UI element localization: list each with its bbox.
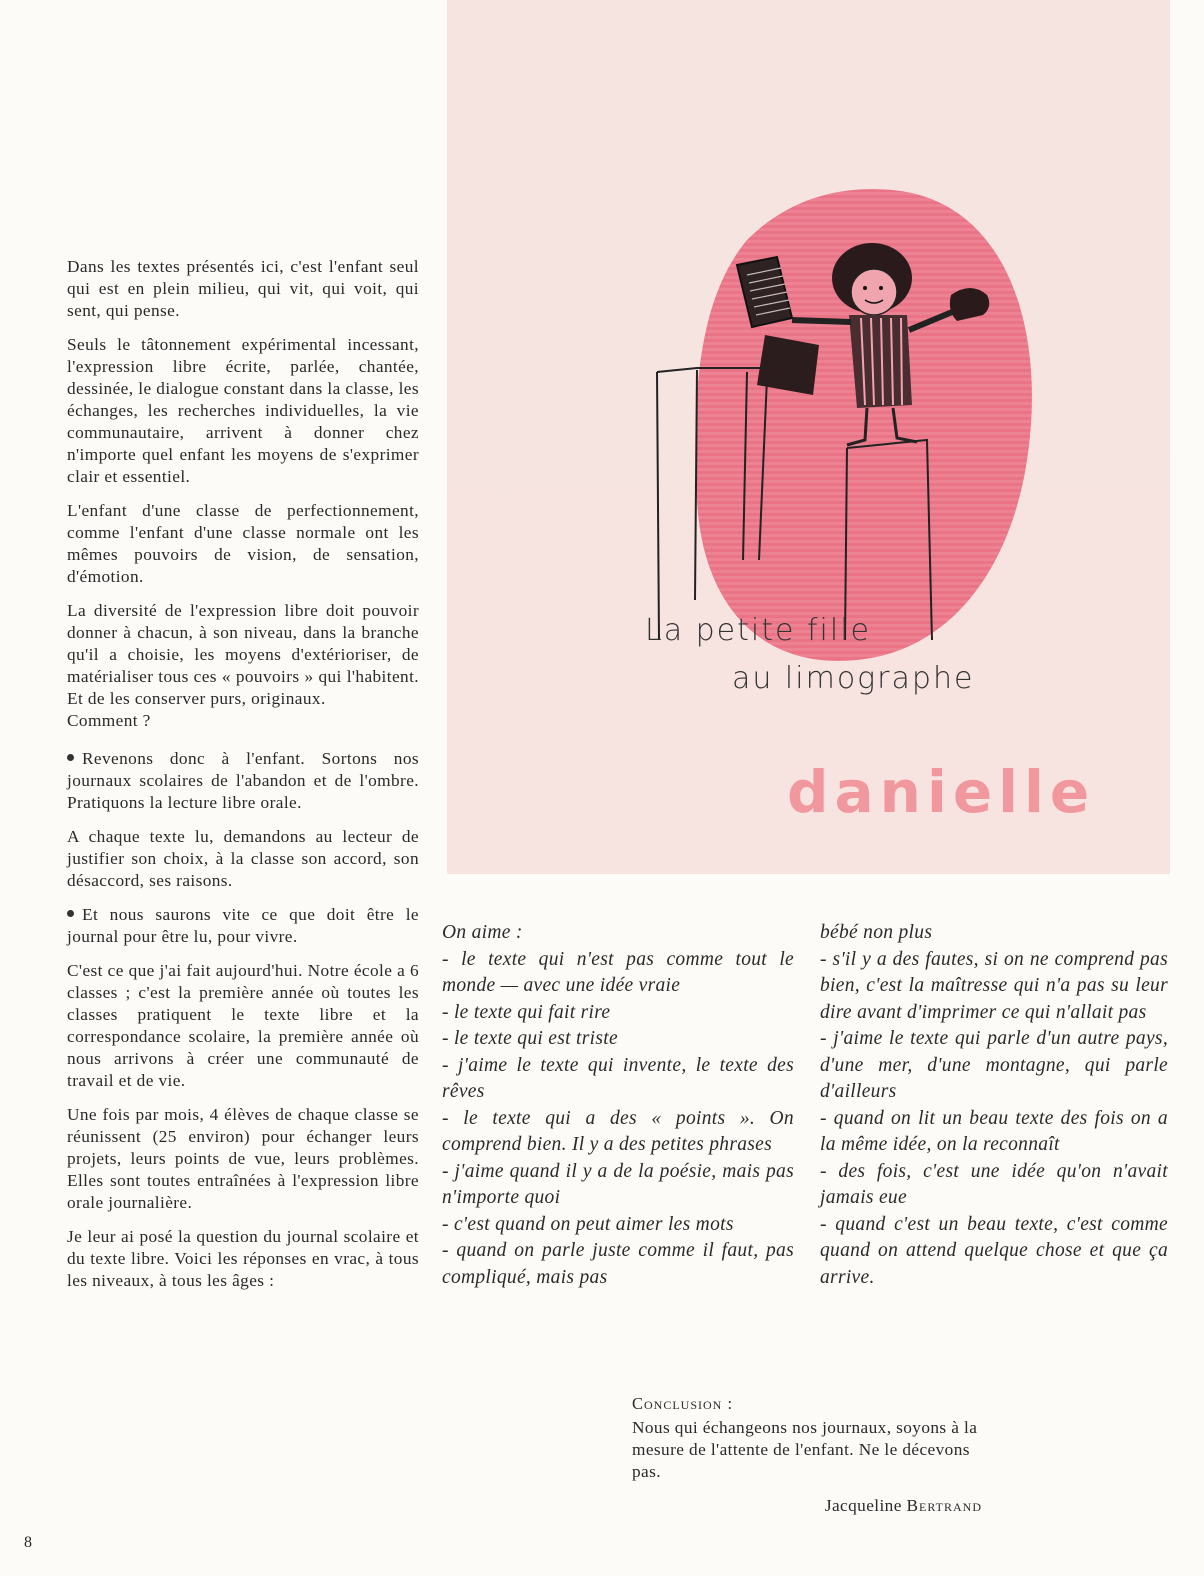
conclusion-block <box>632 1393 984 1517</box>
limograph-box <box>757 335 819 395</box>
right-column-responses <box>820 920 1168 1291</box>
paragraph: Je leur ai posé la question du journal scolaire et du texte libre. Voici les réponses en vrac, à tous les niveaux, à tous les âges : <box>67 1227 419 1290</box>
response-line: - le texte qui est triste <box>442 1028 618 1049</box>
conclusion-title: Conclusion : <box>632 1394 734 1413</box>
response-line: - quand on parle juste comme il faut, pas compliqué, mais pas <box>442 1240 794 1288</box>
response-line: On aime : <box>442 922 523 943</box>
caption-line2: au limographe <box>732 661 975 696</box>
child-drawing-illustration <box>447 0 1170 874</box>
paragraph: La diversité de l'expression libre doit pouvoir donner à chacun, à son niveau, dans la branche qu'il a choisie, les moyens d'extérioriser, de matérialiser tous ces « pouvoirs » qui l'habitent. Et de les conserver purs, originaux. <box>67 601 419 708</box>
conclusion-text: Nous qui échangeons nos journaux, soyons à la mesure de l'attente de l'enfant. Ne le décevons pas. <box>632 1418 978 1481</box>
response-line: - j'aime quand il y a de la poésie, mais pas n'importe quoi <box>442 1160 794 1208</box>
response-line: - le texte qui fait rire <box>442 1001 611 1023</box>
paragraph: A chaque texte lu, demandons au lecteur de justifier son choix, à la classe son accord, son désaccord, ses raisons. <box>67 827 419 890</box>
response-line: - j'aime le texte qui invente, le texte des rêves <box>442 1054 794 1102</box>
paragraph: Dans les textes présentés ici, c'est l'enfant seul qui est en plein milieu, qui vit, qui voit, qui sent, qui pense. <box>67 257 419 320</box>
author-signature <box>632 1495 984 1517</box>
caption-line1: La petite fille <box>645 613 872 648</box>
bullet-icon <box>67 749 82 768</box>
page-number: 8 <box>24 1534 32 1551</box>
paragraph: L'enfant d'une classe de perfectionnement, comme l'enfant d'une classe normale ont les mêmes pouvoirs de vision, de sensation, d'émotion. <box>67 501 419 586</box>
paragraph: Comment ? <box>67 711 151 730</box>
bullet-paragraph: Revenons donc à l'enfant. Sortons nos journaux scolaires de l'abandon et de l'ombre. Pratiquons la lecture libre orale. <box>67 749 419 812</box>
artist-signature: danielle <box>787 758 1096 826</box>
response-line: bébé non plus <box>820 922 933 943</box>
response-line: - c'est quand on peut aimer les mots <box>442 1213 734 1235</box>
response-line: - le texte qui a des « points ». On comprend bien. Il y a des petites phrases <box>442 1107 794 1155</box>
response-line: - s'il y a des fautes, si on ne comprend pas bien, c'est la maîtresse qui n'a pas su leur dire avant d'imprimer ce qui n'allait pas <box>820 948 1168 1023</box>
paragraph: Seuls le tâtonnement expérimental incessant, l'expression libre écrite, parlée, chantée, dessinée, le dialogue constant dans la classe, les échanges, les recherches individuelles, la vie communautaire, arrivent à donner chez n'importe quel enfant les moyens de s'exprimer clair et essentiel. <box>67 335 419 486</box>
author-first-name: Jacqueline <box>824 1496 902 1515</box>
drawing-svg <box>447 0 1170 874</box>
middle-column-responses <box>442 920 794 1291</box>
response-line: - quand c'est un beau texte, c'est comme quand on attend quelque chose et que ça arrive. <box>820 1213 1168 1288</box>
response-line: - j'aime le texte qui parle d'un autre pays, d'une mer, d'une montagne, qui parle d'ailleurs <box>820 1028 1168 1102</box>
response-line: - des fois, c'est une idée qu'on n'avait jamais eue <box>820 1160 1168 1208</box>
bullet-paragraph: Et nous saurons vite ce que doit être le journal pour être lu, pour vivre. <box>67 905 419 946</box>
bullet-icon <box>67 905 82 924</box>
paragraph: C'est ce que j'ai fait aujourd'hui. Notre école a 6 classes ; c'est la première année où toutes les classes pratiquent le texte libre et la correspondance scolaire, la première année où nous arrivons à créer une communauté de travail et de vie. <box>67 961 419 1090</box>
author-last-name: Bertrand <box>906 1496 982 1515</box>
response-line: - le texte qui n'est pas comme tout le monde — avec une idée vraie <box>442 948 794 996</box>
response-line: - quand on lit un beau texte des fois on a la même idée, on la reconnaît <box>820 1107 1168 1155</box>
paragraph: Une fois par mois, 4 élèves de chaque classe se réunissent (25 environ) pour échanger leurs projets, leurs points de vue, leurs problèmes. Elles sont toutes entraînées à l'expression libre orale journalière. <box>67 1105 419 1212</box>
left-column <box>67 256 419 1304</box>
